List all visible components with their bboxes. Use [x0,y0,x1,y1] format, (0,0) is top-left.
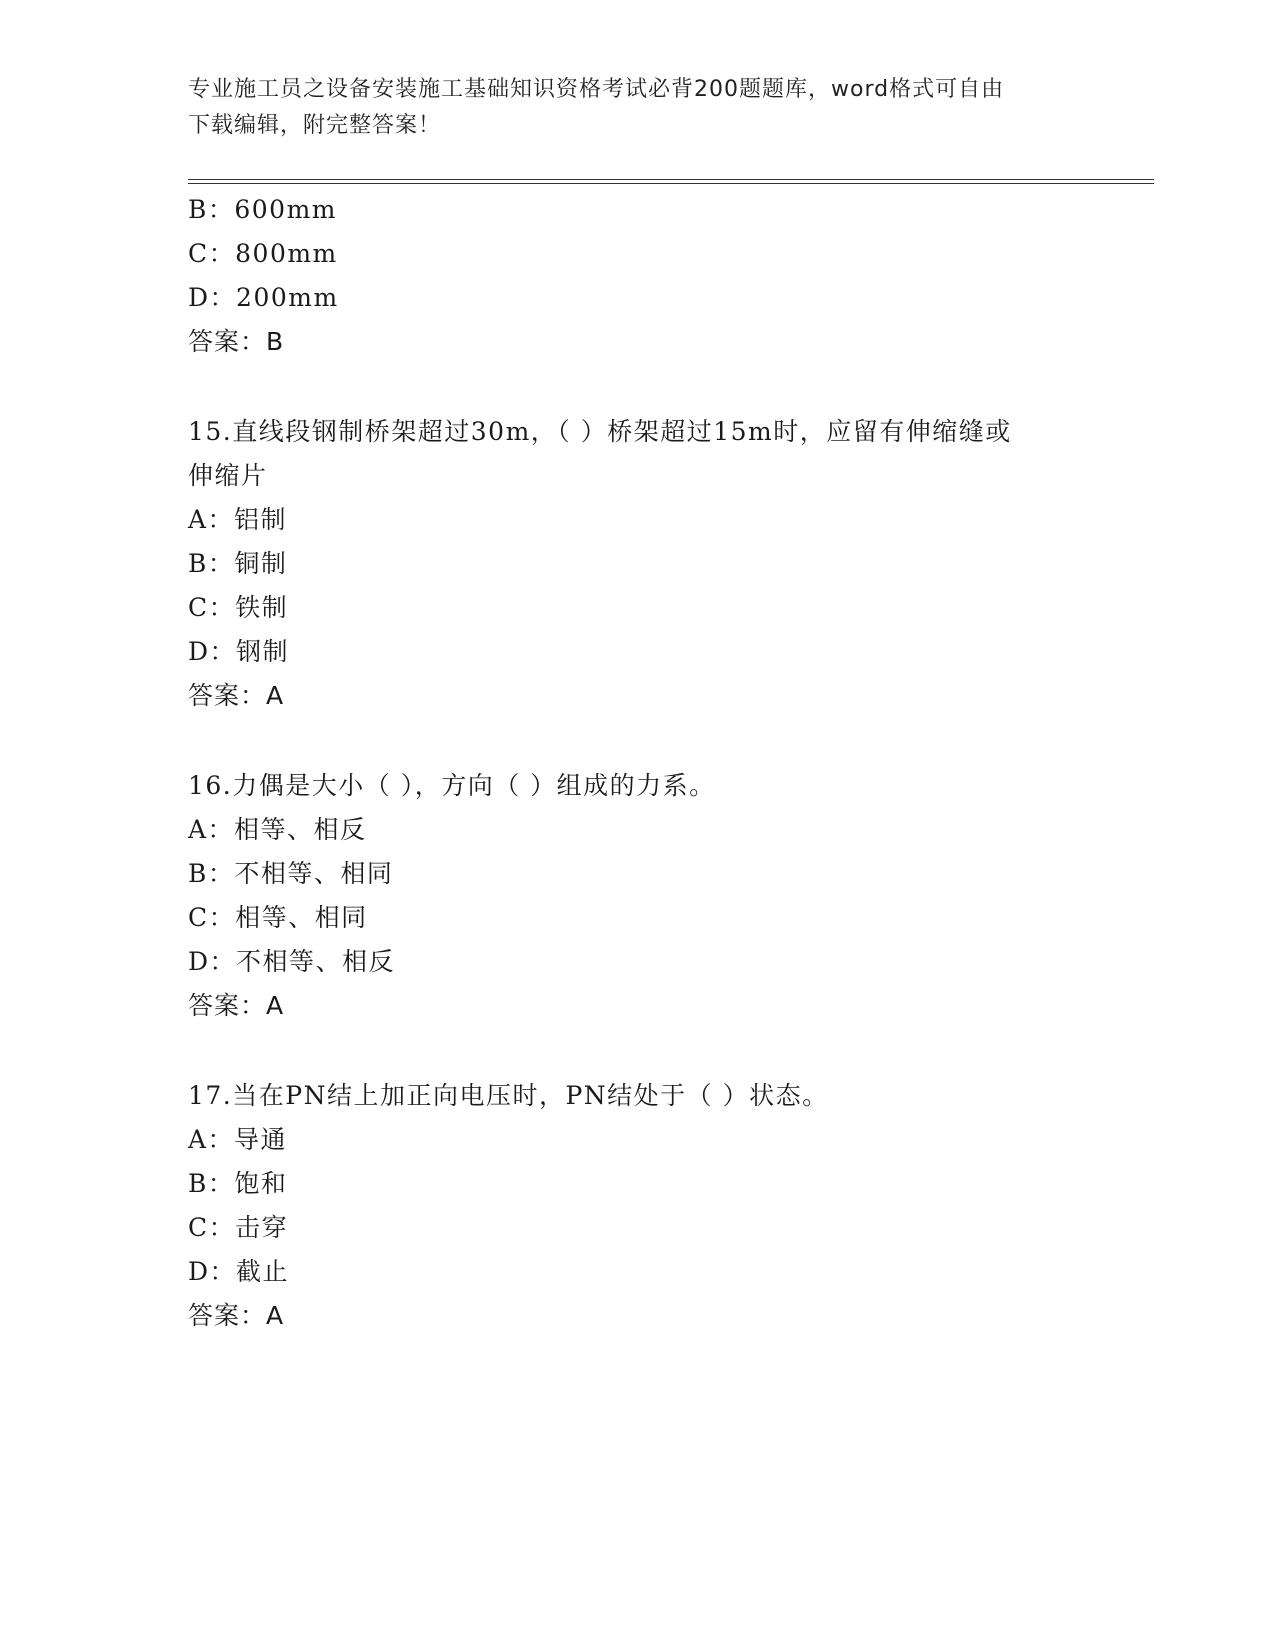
option-c: C：相等、相同 [188,903,368,932]
answer-line: 答案：A [188,1301,285,1330]
option-d: D：不相等、相反 [188,947,396,976]
option-b: B：饱和 [188,1169,288,1198]
option-c: C：铁制 [188,593,289,622]
answer-line: 答案：A [188,991,285,1020]
option-d: D：钢制 [188,637,290,666]
option-c: C：800mm [188,239,338,268]
option-b: B：铜制 [188,549,288,578]
option-d: D：截止 [188,1257,290,1286]
question-stem: 15.直线段钢制桥架超过30m，（ ）桥架超过15m时，应留有伸缩缝或 [188,417,1012,446]
answer-line: 答案：B [188,327,285,356]
option-a: A：相等、相反 [188,815,367,844]
header-divider-bottom [188,183,1154,184]
option-d: D：200mm [188,283,339,312]
option-a: A：导通 [188,1125,288,1154]
question-stem: 16.力偶是大小（ ），方向（ ）组成的力系。 [188,771,716,800]
header-line-2: 下载编辑，附完整答案！ [188,113,442,138]
header-divider-top [188,179,1154,180]
answer-line: 答案：A [188,681,285,710]
question-stem: 17.当在PN结上加正向电压时，PN结处于（ ）状态。 [188,1081,829,1110]
header-line-1: 专业施工员之设备安装施工基础知识资格考试必背200题题库，word格式可自由 [188,77,1005,102]
question-stem-continued: 伸缩片 [188,461,268,490]
option-b: B：不相等、相同 [188,859,394,888]
option-a: A：铝制 [188,505,288,534]
option-b: B：600mm [188,195,338,224]
option-c: C：击穿 [188,1213,289,1242]
document-header [188,72,1068,144]
